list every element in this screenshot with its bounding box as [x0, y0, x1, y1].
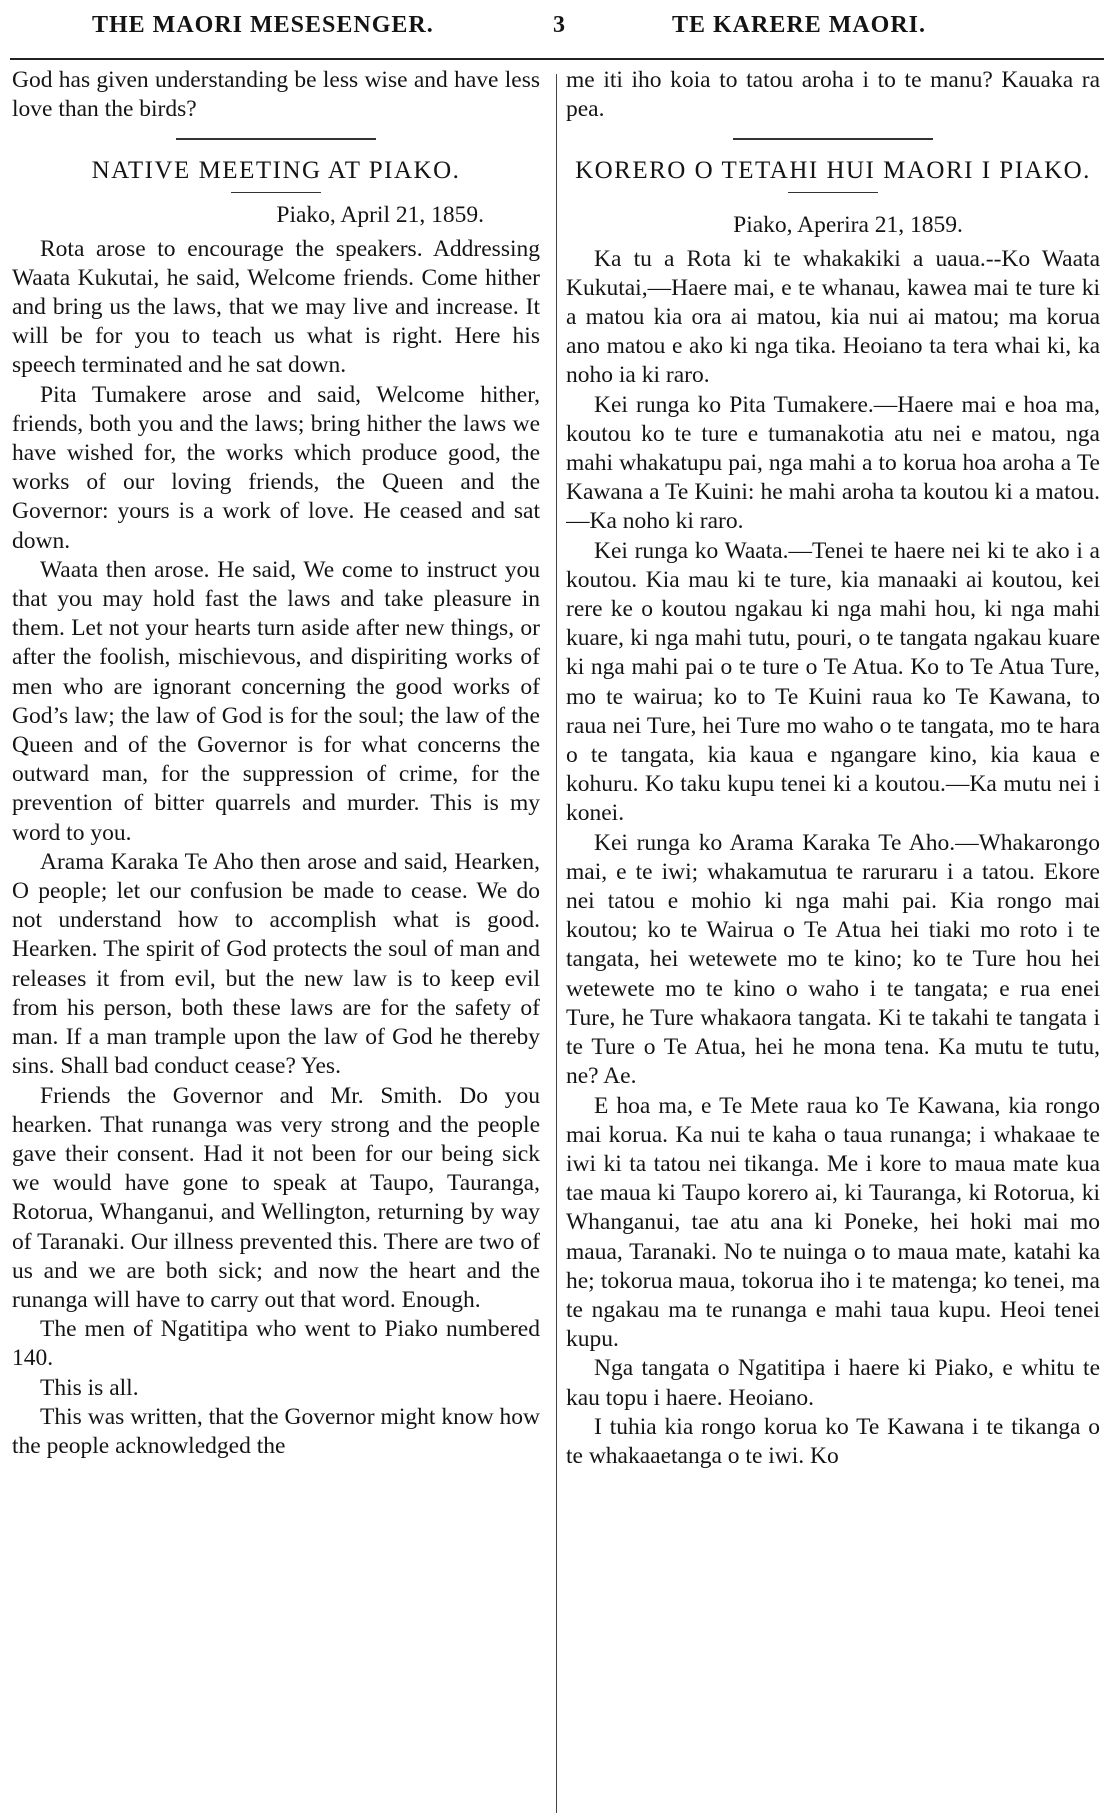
- maori-dateline: Piako, Aperira 21, 1859.: [733, 212, 963, 239]
- maori-article-title: KORERO O TETAHI HUI MAORI I PIAKO.: [575, 157, 1091, 185]
- maori-paragraph: Kei runga ko Pita Tumakere.—Haere mai e hoa ma, koutou ko te ture e tumanakotia atu nei e matou, nga mahi whakatupu pai, nga mahi a to korua hoa aroha a Te Kawana a Te Kuini: he mahi aroha ta koutou ki a matou.—Ka noho ki raro.: [566, 391, 1100, 535]
- page-number: 3: [553, 12, 565, 38]
- english-paragraph: This was written, that the Governor might know how the people acknowledged the: [12, 1403, 540, 1459]
- english-masthead-title: THE MAORI MESESENGER.: [92, 12, 434, 38]
- maori-column: [566, 66, 1100, 1813]
- maori-paragraph: Nga tangata o Ngatitipa i haere ki Piako, e whitu te kau topu i haere. Heoiano.: [566, 1355, 1100, 1411]
- maori-intro-text: me iti iho koia to tatou aroha i to te manu? Kauaka ra pea.: [566, 67, 1100, 123]
- maori-paragraph: Kei runga ko Waata.—Tenei te haere nei ki te ako i a koutou. Kia mau ki te ture, kia manaaki ai koutou, kei rere ke o koutou ngakau ki nga mahi hou, ki nga mahi kuare, ki nga mahi tutu, pouri, o te tangata ngakau kuare ki nga mahi pai o te ture o Te Atua. Ko to Te Atua Ture, mo te wairua; ko to Te Kuini raua ko Te Kawana, to raua nei Ture, hei Ture mo waho o te tangata, mo te hara o te tangata, kia kaua e ngangare kino, kia kaua e kohuru. Ko taku kupu tenei ki a koutou.—Ka mutu nei i konei.: [566, 537, 1100, 827]
- english-column: [12, 66, 540, 1813]
- english-paragraph: The men of Ngatitipa who went to Piako numbered 140.: [12, 1316, 540, 1372]
- english-paragraph: Arama Karaka Te Aho then arose and said, Hearken, O people; let our confusion be made to cease. We do not understand how to accomplish what is good. Hearken. The spirit of God protects the soul of man and releases it from evil, but the new law is to keep evil from his person, both these laws are for the safety of man. If a man trample upon the law of God he thereby sins. Shall bad conduct cease? Yes.: [12, 848, 540, 1080]
- section-separator: [176, 138, 376, 140]
- english-article-title: NATIVE MEETING AT PIAKO.: [91, 157, 461, 185]
- maori-paragraph: Kei runga ko Arama Karaka Te Aho.—Whakarongo mai, e te iwi; whakamutua te raruraru i a tatou. Ekore nei tatou e mohio ki nga mahi pai. Kia rongo mai koutou; ko te Wairua o Te Atua hei tiaki mo roto i te tangata, hei wetewete mo te kino; ko te Ture hou hei wetewete mo te kino o waho i te tangata; e rua enei Ture, he Ture whakaora tangata. Ki te takahi te tangata i te Ture o Te Atua, hei he mona tena. Ka mutu te tutu, ne? Ae.: [566, 829, 1100, 1090]
- title-separator: [788, 192, 878, 193]
- english-paragraph: Pita Tumakere arose and said, Welcome hither, friends, both you and the laws; bring hither the laws we have wished for, the works which produce good, the works of our loving friends, the Queen and the Governor: yours is a work of love. He ceased and sat down.: [12, 381, 540, 554]
- section-separator: [733, 138, 933, 140]
- english-intro-text: God has given understanding be less wise and have less love than the birds?: [12, 67, 540, 123]
- maori-paragraph: I tuhia kia rongo korua ko Te Kawana i te tikanga o te whakaaetanga o te iwi. Ko: [566, 1413, 1100, 1469]
- column-divider: [556, 74, 557, 1813]
- page-header: [0, 0, 1114, 58]
- english-paragraph: Rota arose to encourage the speakers. Addressing Waata Kukutai, he said, Welcome friends. Come hither and bring us the laws, that we may live and increase. It will be for you to teach us what is right. Here his speech terminated and he sat down.: [12, 235, 540, 379]
- maori-paragraph: Ka tu a Rota ki te whakakiki a uaua.--Ko Waata Kukutai,—Haere mai, e te whanau, kawea mai te ture ki a matou kia ora ai matou, kia nui ai matou; ma korua ano matou e ako ki nga tika. Heoiano ta tera whai ki, ka noho ia ki raro.: [566, 245, 1100, 389]
- english-dateline: Piako, April 21, 1859.: [276, 202, 484, 229]
- english-paragraph: Friends the Governor and Mr. Smith. Do you hearken. That runanga was very strong and the people gave their consent. Had it not been for our being sick we would have gone to speak at Taupo, Tauranga, Rotorua, Whanganui, and Wellington, returning by way of Taranaki. Our illness prevented this. There are two of us and we are both sick; and now the heart and the runanga will have to carry out that word. Enough.: [12, 1082, 540, 1313]
- header-rule: [10, 58, 1104, 60]
- maori-paragraph: E hoa ma, e Te Mete raua ko Te Kawana, kia rongo mai korua. Ka nui te kaha o taua runanga; i whakaae te iwi ki ta tatou nei tikanga. Me i kore to maua mate kua tae maua ki Taupo korero ai, ki Tauranga, ki Rotorua, ki Whanganui, tae atu ana ki Poneke, hei hoki mai mo maua, Taranaki. No te nuinga o to maua mate, katahi ka he; tokorua maua, tokorua iho i te matenga; ko tenei, ma te ngakau ma te runanga e mahi taua kupu. Heoi tenei kupu.: [566, 1092, 1100, 1353]
- title-separator: [231, 192, 321, 193]
- maori-masthead-title: TE KARERE MAORI.: [672, 12, 927, 38]
- english-paragraph: This is all.: [40, 1374, 139, 1401]
- english-paragraph: Waata then arose. He said, We come to instruct you that you may hold fast the laws and take pleasure in them. Let not your hearts turn aside after new things, or after the foolish, mischievous, and dispiriting works of men who are ignorant concerning the good works of God’s law; the law of God is for the soul; the law of the Queen and of the Governor is for what concerns the outward man, for the suppression of crime, for the prevention of bitter quarrels and murder. This is my word to you.: [12, 556, 540, 846]
